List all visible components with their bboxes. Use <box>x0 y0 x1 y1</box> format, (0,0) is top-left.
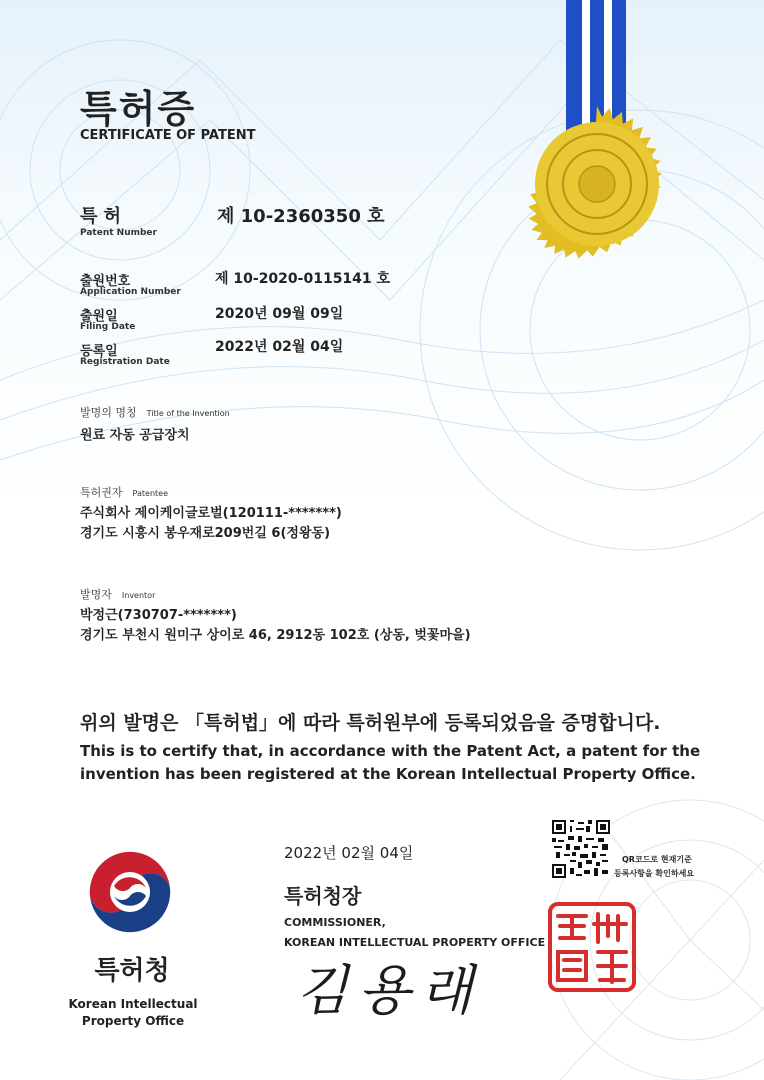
inventor-label <box>80 586 155 602</box>
filing-date-label-en: Filing Date <box>80 322 136 332</box>
registration-date-label-ko: 등록일 <box>80 344 118 359</box>
commissioner-title-en-2: KOREAN INTELLECTUAL PROPERTY OFFICE <box>284 936 546 949</box>
inventor-label-ko: 발명자 <box>80 588 112 601</box>
commissioner-title-en-1: COMMISSIONER, <box>284 916 386 929</box>
invention-label-ko: 발명의 명칭 <box>80 406 137 419</box>
registration-date-label-en: Registration Date <box>80 357 170 367</box>
invention-label <box>80 404 230 420</box>
registration-date-value: 2022년 02월 04일 <box>215 339 344 355</box>
patent-number-label-ko: 특 허 <box>80 206 122 227</box>
patentee-name: 주식회사 제이케이글로벌(120111-*******) <box>80 506 342 521</box>
application-number-label-ko: 출원번호 <box>80 274 131 289</box>
invention-label-en: Title of the Invention <box>146 409 230 418</box>
inventor-label-en: Inventor <box>121 591 156 600</box>
application-number-value: 제 10-2020-0115141 호 <box>215 271 391 287</box>
qr-note-line2: 등록사항을 확인하세요 <box>614 869 695 878</box>
commissioner-title-ko: 특허청장 <box>284 884 362 908</box>
filing-date-value: 2020년 09월 09일 <box>215 306 344 322</box>
filing-date-label-ko: 출원일 <box>80 309 118 324</box>
qr-note-line1: QR코드로 현재기준 <box>622 855 692 864</box>
patentee-label-en: Patentee <box>132 489 168 498</box>
office-name-ko: 특허청 <box>94 956 170 986</box>
patent-number-value: 제 10-2360350 호 <box>217 206 385 227</box>
certification-text-en: This is to certify that, in accordance with the Patent Act, a patent for the invention has been registered at the Korean Intellectual Property Office. <box>80 742 701 783</box>
issue-date: 2022년 02월 04일 <box>284 844 414 862</box>
patent-number-label-en: Patent Number <box>80 228 157 238</box>
certification-text-ko: 위의 발명은 「특허법」에 따라 특허원부에 등록되었음을 증명합니다. <box>80 712 661 734</box>
patentee-address: 경기도 시흥시 봉우재로209번길 6(정왕동) <box>80 526 331 541</box>
official-stamp-icon <box>548 902 636 992</box>
invention-title-value: 원료 자동 공급장치 <box>80 428 190 443</box>
inventor-address: 경기도 부천시 원미구 상이로 46, 2912동 102호 (상동, 벚꽃마을) <box>80 628 471 643</box>
office-name-en <box>50 996 216 1030</box>
application-number-label-en: Application Number <box>80 287 181 297</box>
office-name-en-line2: Property Office <box>81 1014 185 1028</box>
inventor-name: 박정근(730707-*******) <box>80 608 237 623</box>
gold-seal-icon <box>506 88 688 278</box>
patentee-label-ko: 특허권자 <box>80 486 123 499</box>
qr-code-icon[interactable] <box>552 820 610 878</box>
certificate-title-en: CERTIFICATE OF PATENT <box>80 128 256 143</box>
certificate-title-ko: 특허증 <box>80 87 197 131</box>
office-name-en-line1: Korean Intellectual <box>68 997 198 1011</box>
patentee-label <box>80 484 168 500</box>
commissioner-signature: 김용래 <box>296 959 483 1022</box>
taegeuk-logo-icon <box>84 846 176 938</box>
